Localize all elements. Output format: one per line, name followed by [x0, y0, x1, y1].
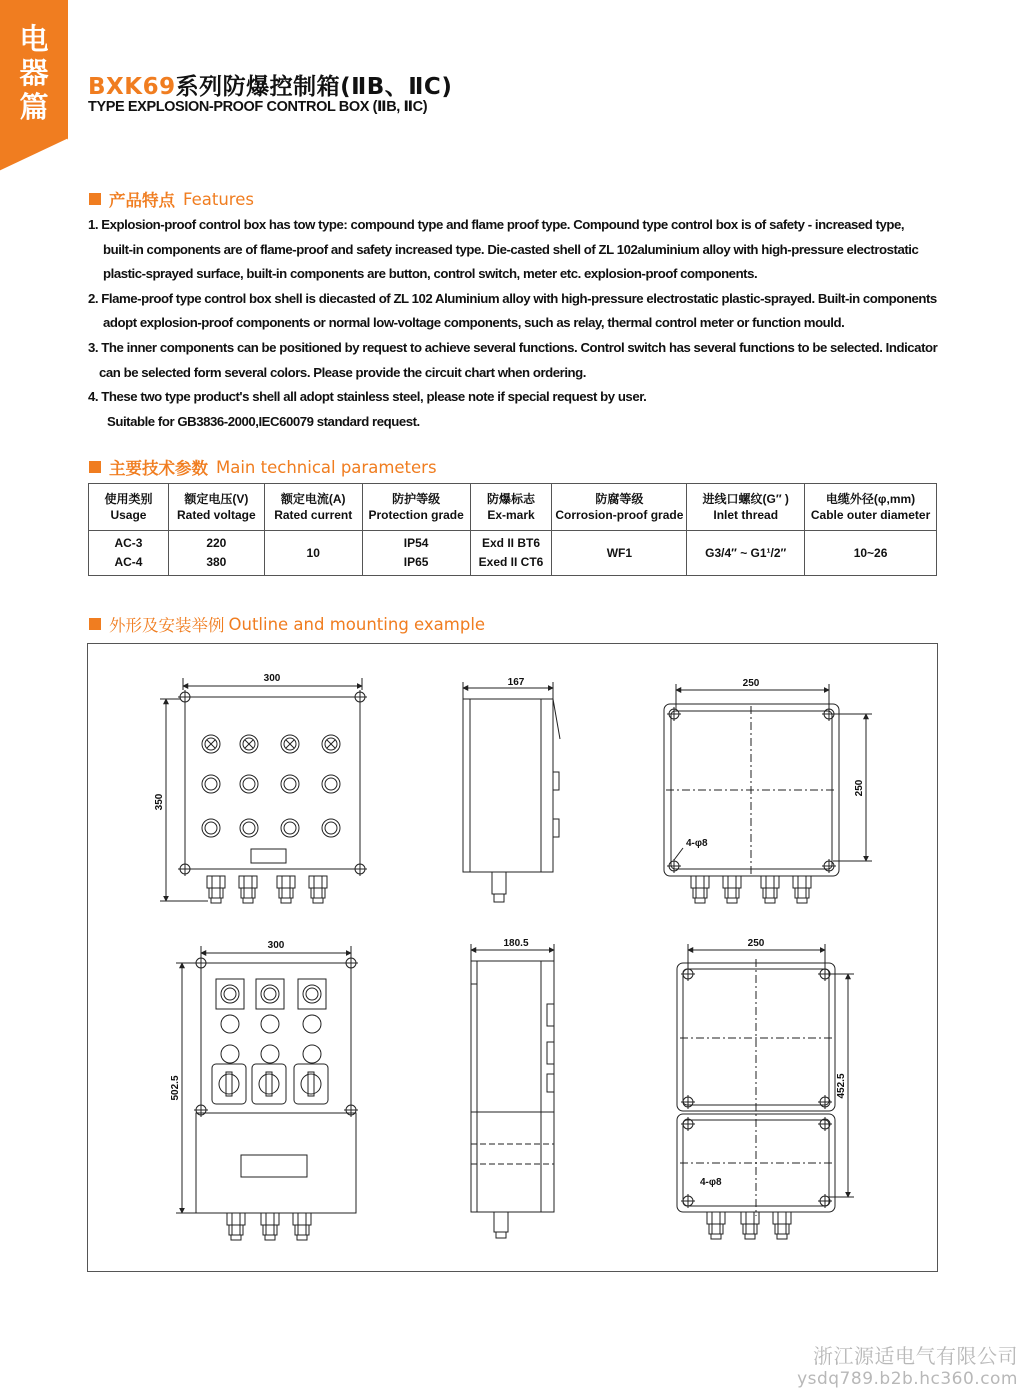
company-url: ysdq789.b2b.hc360.com — [797, 1369, 1018, 1389]
table-header-row — [89, 484, 937, 531]
page-title — [88, 68, 452, 101]
features-list — [88, 213, 948, 434]
table-header: 电缆外径(φ,mm) Cable outer diameter — [805, 484, 937, 531]
table-header: 进线口螺纹(G″ ) Inlet thread — [687, 484, 805, 531]
params-heading-en: Main technical parameters — [216, 457, 437, 477]
features-heading-cn: 产品特点 — [109, 191, 175, 210]
params-heading — [89, 455, 437, 479]
table-cell-protection: IP54 IP65 — [362, 531, 470, 576]
heading-square-icon — [89, 193, 101, 205]
company-name: 浙江源适电气有限公司 — [813, 1344, 1018, 1368]
table-header: 额定电压(V) Rated voltage — [168, 484, 264, 531]
table-cell-cable: 10~26 — [805, 531, 937, 576]
outline-drawing-svg — [88, 644, 937, 1271]
dim-label: 250 — [747, 938, 765, 949]
dim-label: 4-φ8 — [700, 1177, 722, 1188]
table-cell-current: 10 — [264, 531, 362, 576]
feature-line: adopt explosion-proof components or normal low-voltage components, such as relay, thermal control meter or function mould. — [103, 315, 845, 331]
feature-line: can be selected form several colors. Please provide the circuit chart when ordering. — [99, 364, 586, 380]
title-cn-text: 系列防爆控制箱(ⅡB、ⅡC) — [175, 74, 453, 100]
table-header: 使用类别 Usage — [89, 484, 169, 531]
front-view-top — [160, 678, 367, 903]
side-view-top — [463, 682, 560, 902]
feature-line: plastic-sprayed surface, built-in components are button, control switch, meter etc. explosion-proof components. — [103, 266, 758, 282]
feature-line: 2. Flame-proof type control box shell is diecasted of ZL 102 Aluminium alloy with high-pressure electrostatic plastic-sprayed. Built-in components — [88, 290, 937, 306]
table-header: 防护等级 Protection grade — [362, 484, 470, 531]
params-table — [88, 483, 937, 576]
feature-line: 4. These two type product's shell all adopt stainless steel, please note if special request by user. — [88, 389, 647, 405]
dim-label: 452.5 — [836, 1073, 847, 1099]
dim-label: 180.5 — [503, 938, 529, 949]
outline-heading-cn: 外形及安装举例 — [109, 616, 225, 635]
table-cell-usage: AC-3 AC-4 — [89, 531, 169, 576]
heading-square-icon — [89, 461, 101, 473]
feature-line: built-in components are of flame-proof and safety increased type. Die-casted shell of ZL 102aluminium alloy with high-pressure electrostatic — [103, 241, 919, 257]
model-name: BXK69 — [88, 74, 176, 100]
table-header: 防腐等级 Corrosion-proof grade — [552, 484, 687, 531]
table-cell-corrosion: WF1 — [552, 531, 687, 576]
table-header: 防爆标志 Ex-mark — [470, 484, 552, 531]
table-cell-thread: G3/4″ ~ G1¹/2″ — [687, 531, 805, 576]
table-row — [89, 531, 937, 576]
outline-heading — [89, 612, 485, 636]
side-view-bottom — [471, 944, 554, 1238]
back-view-bottom — [677, 944, 854, 1239]
footer-watermark — [797, 1340, 1018, 1389]
front-view-bottom — [176, 946, 358, 1240]
outline-heading-en: Outline and mounting example — [228, 614, 486, 634]
params-heading-cn: 主要技术参数 — [109, 459, 208, 478]
feature-line: 1. Explosion-proof control box has tow type: compound type and flame proof type. Compound type control box is of safety - increased type, — [88, 217, 905, 232]
back-view-top — [664, 684, 872, 903]
dim-label: 4-φ8 — [686, 838, 708, 849]
features-heading — [89, 187, 254, 211]
dim-label: 250 — [854, 779, 865, 797]
page-subtitle: TYPE EXPLOSION-PROOF CONTROL BOX (ⅡB, ⅡC) — [88, 99, 428, 115]
table-header: 额定电流(A) Rated current — [264, 484, 362, 531]
dim-label: 300 — [267, 940, 285, 951]
side-tab-label: 电器篇 — [19, 22, 49, 124]
dim-label: 250 — [742, 678, 760, 689]
feature-line: Suitable for GB3836-2000,IEC60079 standard request. — [107, 413, 420, 429]
table-cell-exmark: Exd II BT6 Exed II CT6 — [470, 531, 552, 576]
dim-label: 350 — [154, 793, 165, 811]
features-heading-en: Features — [183, 189, 254, 209]
feature-line: 3. The inner components can be positioned by request to achieve several functions. Control switch has several functions to be selected. Indicator — [88, 339, 938, 355]
side-tab — [0, 0, 68, 178]
dim-label: 167 — [507, 677, 525, 688]
dim-label: 502.5 — [170, 1075, 181, 1101]
heading-square-icon — [89, 618, 101, 630]
outline-drawing — [87, 643, 938, 1272]
table-cell-voltage: 220 380 — [168, 531, 264, 576]
dim-label: 300 — [263, 673, 281, 684]
